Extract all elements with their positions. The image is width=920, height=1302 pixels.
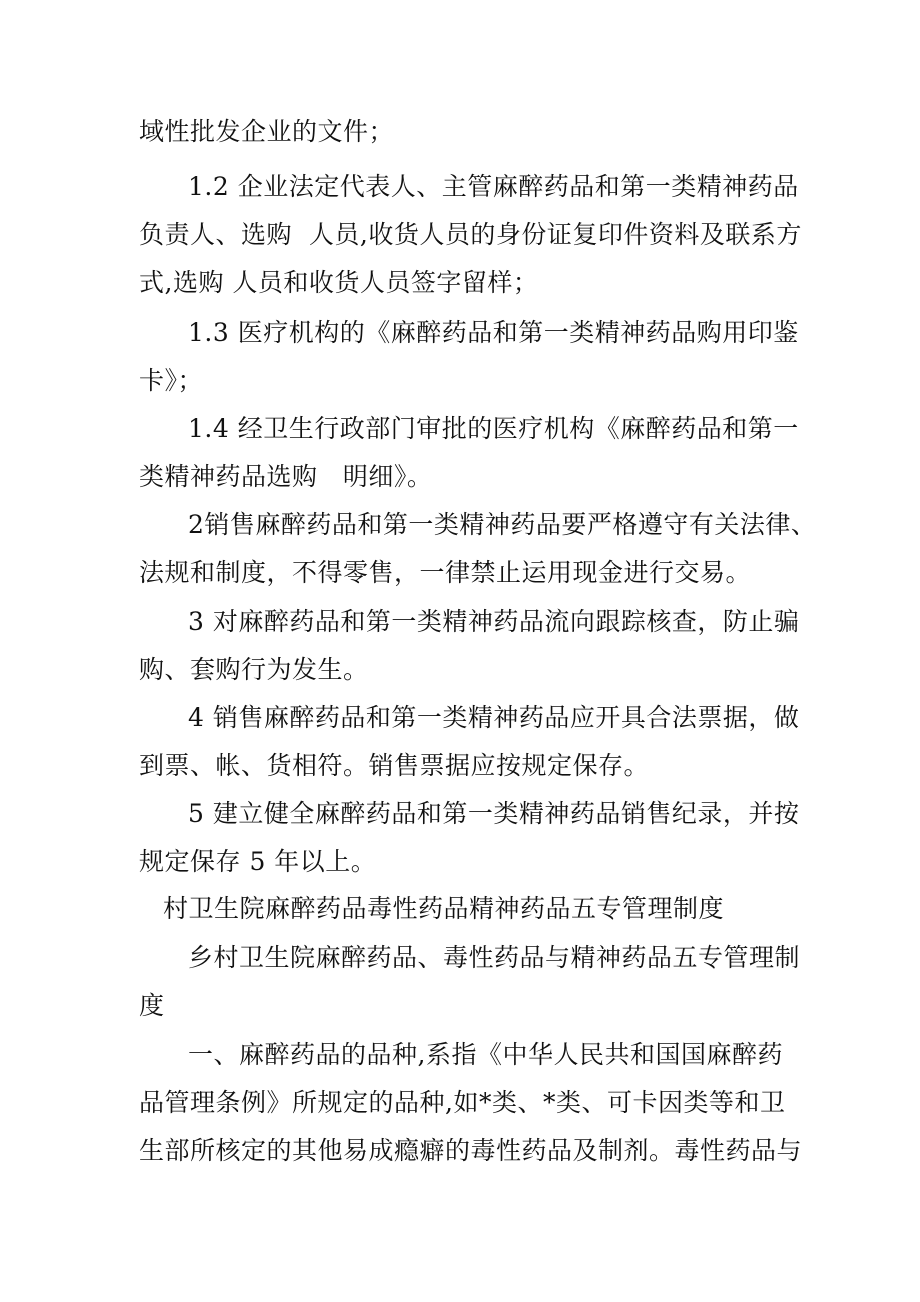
section-heading: 村卫生院麻醉药品毒性药品精神药品五专管理制度	[163, 894, 725, 923]
text-line: 1.2 企业法定代表人、主管麻醉药品和第一类精神药品	[188, 172, 799, 201]
text-line: 类精神药品选购 明细》。	[139, 462, 433, 491]
text-line: 域性批发企业的文件；	[139, 117, 395, 146]
text-line: 负责人、选购 人员,收货人员的身份证复印件资料及联系方	[139, 220, 802, 249]
text-line: 2销售麻醉药品和第一类精神药品要严格遵守有关法律、	[188, 510, 817, 539]
text-line: 乡村卫生院麻醉药品、毒性药品与精神药品五专管理制	[188, 943, 801, 972]
text-line: 4 销售麻醉药品和第一类精神药品应开具合法票据，做	[188, 703, 800, 732]
text-line: 1.3 医疗机构的《麻醉药品和第一类精神药品购用印鉴	[188, 318, 799, 347]
text-line: 式,选购 人员和收货人员签字留样；	[139, 268, 539, 297]
text-line: 规定保存 5 年以上。	[139, 847, 377, 876]
text-line: 品管理条例》所规定的品种,如*类、*类、可卡因类等和卫	[139, 1088, 786, 1117]
text-line: 1.4 经卫生行政部门审批的医疗机构《麻醉药品和第一	[188, 414, 799, 443]
text-line: 度	[139, 991, 165, 1020]
text-line: 法规和制度，不得零售，一律禁止运用现金进行交易。	[139, 558, 752, 587]
text-line: 到票、帐、货相符。销售票据应按规定保存。	[139, 751, 650, 780]
text-line: 一、麻醉药品的品种,系指《中华人民共和国国麻醉药	[188, 1040, 783, 1069]
text-line: 卡》；	[139, 366, 204, 395]
text-line: 3 对麻醉药品和第一类精神药品流向跟踪核查，防止骗	[188, 607, 800, 636]
text-line: 5 建立健全麻醉药品和第一类精神药品销售纪录，并按	[188, 799, 800, 828]
text-line: 购、套购行为发生。	[139, 655, 369, 684]
text-line: 生部所核定的其他易成瘾癖的毒性药品及制剂。毒性药品与	[139, 1136, 803, 1165]
